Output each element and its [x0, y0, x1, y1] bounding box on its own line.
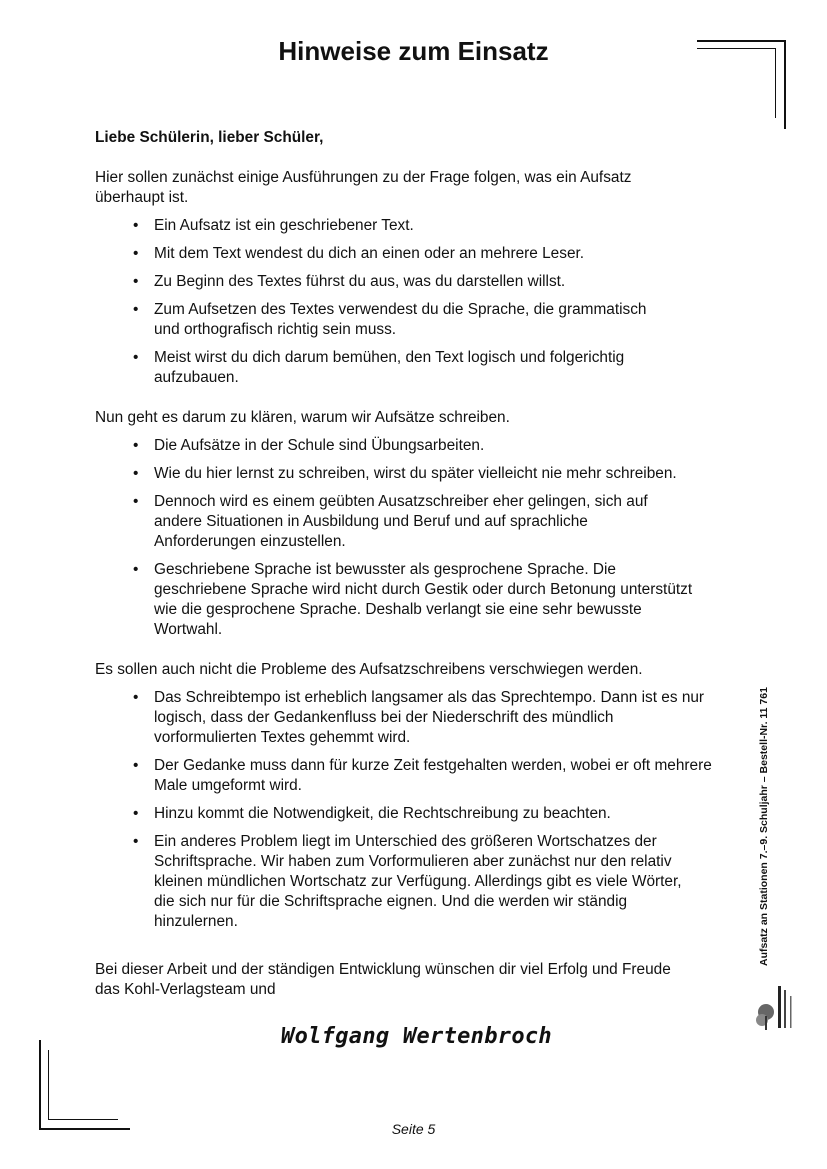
closing-line-1: Bei dieser Arbeit und der ständigen Entwicklung wünschen dir viel Erfolg und Freude — [95, 961, 671, 978]
section-3-intro: Es sollen auch nicht die Probleme des Aufsatzschreibens verschwiegen werden. — [95, 661, 643, 678]
main-content — [95, 128, 745, 1000]
list-item: • Der Gedanke muss dann für kurze Zeit festgehalten werden, wobei er oft mehrere Male umgeformt wird. — [133, 757, 712, 794]
section-2-intro: Nun geht es darum zu klären, warum wir Aufsätze schreiben. — [95, 409, 510, 426]
section-2-list — [95, 436, 745, 640]
list-item: • Zum Aufsetzen des Textes verwendest du die Sprache, die grammatisch und orthografisch richtig sein muss. — [133, 301, 647, 338]
list-item: • Geschriebene Sprache ist bewusster als gesprochene Sprache. Die geschriebene Sprache wird nicht durch Gestik oder durch Betonung unterstützt wie die gesprochene Sprache. Deshalb verlangt sie eine sehr bewusste Wortwahl. — [133, 561, 693, 638]
section-1-intro: Hier sollen zunächst einige Ausführungen zu der Frage folgen, was ein Aufsatz überhaupt ist. — [95, 169, 632, 206]
list-item: • Dennoch wird es einem geübten Ausatzschreiber eher gelingen, sich auf andere Situationen in Ausbildung und Beruf und auf sprachliche Anforderungen einzustellen. — [133, 493, 648, 550]
list-item: • Ein anderes Problem liegt im Unterschied des größeren Wortschatzes der Schriftsprache. Wir haben zum Vorformulieren aber zunächst nur den relativ kleinen mündlichen Wortschatz zur Verfügung. Allerdings gibt es viele Wörter, die sich nur für die Schriftsprache eignen. Und die werden wir ständig hinzulernen. — [133, 833, 682, 930]
list-item: • Mit dem Text wendest du dich an einen oder an mehrere Leser. — [133, 245, 585, 262]
publisher-logo — [754, 976, 798, 1032]
sidebar-imprint-text: Aufsatz an Stationen 7.–9. Schuljahr – Bestell-Nr. 11 761 — [758, 687, 770, 966]
list-item: • Meist wirst du dich darum bemühen, den Text logisch und folgerichtig aufzubauen. — [133, 349, 625, 386]
signature: Wolfgang Wertenbroch — [281, 1024, 552, 1049]
closing-line-2: das Kohl-Verlagsteam und — [95, 981, 276, 998]
section-1-list — [95, 216, 745, 388]
list-item: • Das Schreibtempo ist erheblich langsamer als das Sprechtempo. Dann ist es nur logisch, dass der Gedankenfluss bei der Niederschrift des mündlich vorformulierten Textes gehemmt wird. — [133, 689, 705, 746]
section-3-list — [95, 688, 745, 932]
page-title: Hinweise zum Einsatz — [278, 36, 549, 66]
list-item: • Die Aufsätze in der Schule sind Übungsarbeiten. — [133, 437, 485, 454]
greeting: Liebe Schülerin, lieber Schüler, — [95, 129, 324, 146]
list-item: • Wie du hier lernst zu schreiben, wirst du später vielleicht nie mehr schreiben. — [133, 465, 677, 482]
page-number: Seite 5 — [391, 1121, 436, 1137]
sidebar-imprint — [750, 687, 800, 1036]
list-item: • Zu Beginn des Textes führst du aus, was du darstellen willst. — [133, 273, 566, 290]
list-item: • Ein Aufsatz ist ein geschriebener Text. — [133, 217, 414, 234]
list-item: • Hinzu kommt die Notwendigkeit, die Rechtschreibung zu beachten. — [133, 805, 611, 822]
